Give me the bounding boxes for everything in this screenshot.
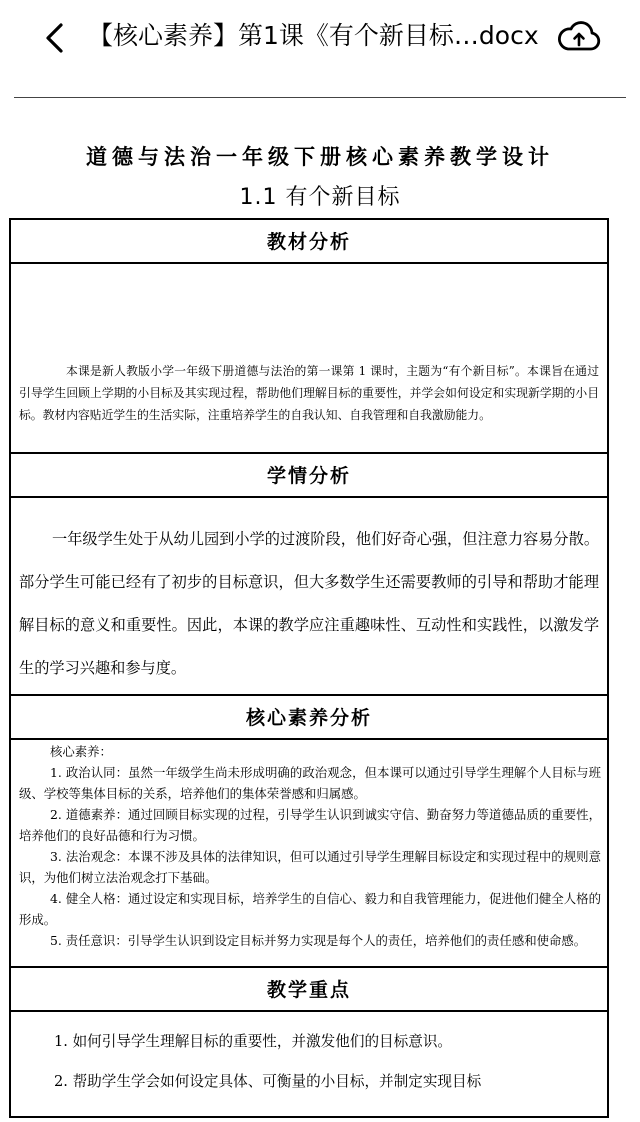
- lesson-table: [9, 218, 609, 1118]
- competency-body: [11, 740, 607, 968]
- key-points-body: [11, 1012, 607, 1122]
- key-point-item: 2. 帮助学生学会如何设定具体、可衡量的小目标，并制定实现目标: [54, 1073, 482, 1090]
- document-title: 【核心素养】第1课《有个新目标…docx: [88, 21, 539, 50]
- chevron-left-icon: [36, 18, 76, 58]
- competency-heading: 核心素养分析: [11, 696, 607, 740]
- competency-item: 5. 责任意识：引导学生认识到设定目标并努力实现是每个人的责任，培养他们的责任感和使命感。: [50, 933, 587, 948]
- students-body: 一年级学生处于从幼儿园到小学的过渡阶段，他们好奇心强，但注意力容易分散。部分学生可能已经有了初步的目标意识，但大多数学生还需要教师的引导和帮助才能理解目标的意义和重要性。因此，本课的教学应注重趣味性、互动性和实践性，以激发学生的学习兴趣和参与度。: [11, 498, 607, 696]
- lesson-title: 1.1 有个新目标: [239, 185, 401, 210]
- header-divider: [14, 97, 626, 98]
- competency-item: 4. 健全人格：通过设定和实现目标，培养学生的自信心、毅力和自我管理能力，促进他们健全人格的形成。: [19, 891, 601, 927]
- document-main-title: 道德与法治一年级下册核心素养教学设计: [86, 144, 554, 169]
- key-points-heading: 教学重点: [11, 968, 607, 1012]
- key-point-item: 1. 如何引导学生理解目标的重要性，并激发他们的目标意识。: [54, 1033, 453, 1050]
- back-button[interactable]: [36, 18, 76, 58]
- cloud-upload-icon: [556, 16, 602, 56]
- students-heading: 学情分析: [11, 454, 607, 498]
- competency-item: 1. 政治认同：虽然一年级学生尚未形成明确的政治观念，但本课可以通过引导学生理解个人目标与班级、学校等集体目标的关系，培养他们的集体荣誉感和归属感。: [19, 765, 601, 801]
- top-bar: [0, 0, 640, 76]
- cloud-upload-button[interactable]: [556, 16, 602, 56]
- material-heading: 教材分析: [11, 220, 607, 264]
- competency-item: 2. 道德素养：通过回顾目标实现的过程，引导学生认识到诚实守信、勤奋努力等道德品质的重要性，培养他们的良好品德和行为习惯。: [19, 807, 601, 843]
- competency-lead: 核心素养：: [50, 744, 112, 759]
- material-body: 本课是新人教版小学一年级下册道德与法治的第一课第 1 课时，主题为“有个新目标”。本课旨在通过引导学生回顾上学期的小目标及其实现过程，帮助他们理解目标的重要性，并学会如何设定和实现新学期的小目标。教材内容贴近学生的生活实际，注重培养学生的自我认知、自我管理和自我激励能力。: [11, 264, 607, 454]
- competency-item: 3. 法治观念：本课不涉及具体的法律知识，但可以通过引导学生理解目标设定和实现过程中的规则意识，为他们树立法治观念打下基础。: [19, 849, 601, 885]
